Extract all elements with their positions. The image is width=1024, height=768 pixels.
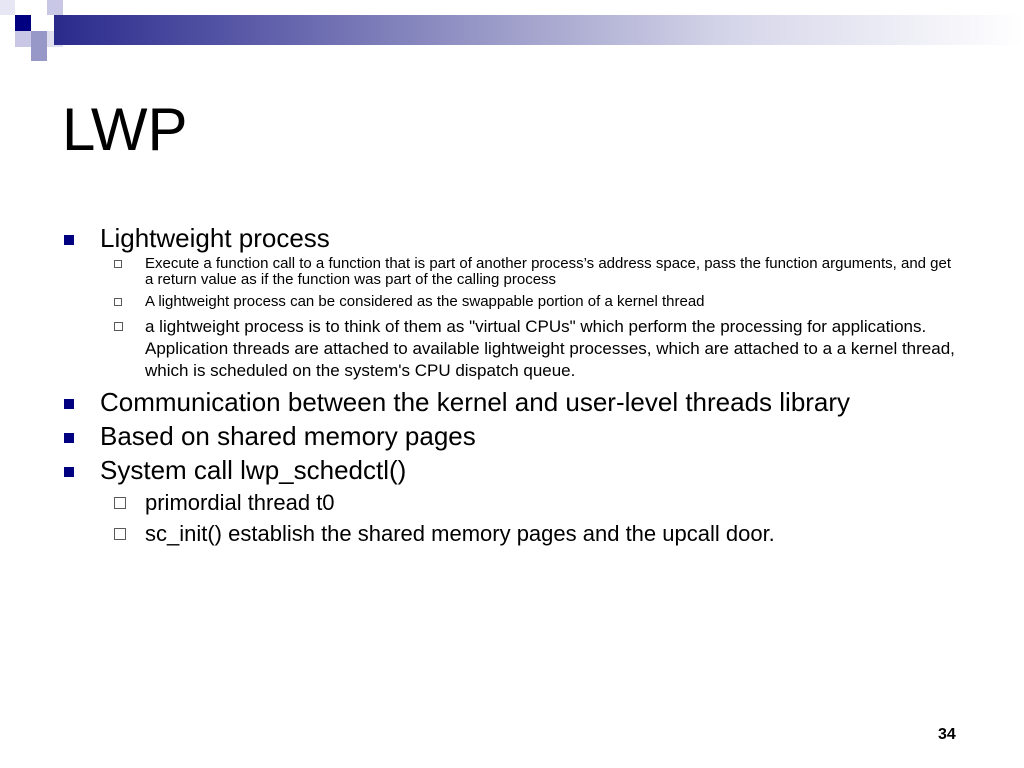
sub-bullet-text: sc_init() establish the shared memory pages and the upcall door. bbox=[145, 521, 775, 546]
hollow-square-bullet-icon bbox=[114, 260, 122, 268]
square-bullet-icon bbox=[64, 399, 74, 409]
bullet-item bbox=[62, 386, 962, 418]
square-bullet-icon bbox=[64, 433, 74, 443]
hollow-square-bullet-icon bbox=[114, 322, 123, 331]
bullet-group bbox=[62, 222, 962, 382]
sub-bullet-text: Execute a function call to a function that is part of another process’s address space, pass the function arguments, and get a return value as if the function was part of the calling process bbox=[145, 255, 952, 288]
sub-bullet-item bbox=[62, 294, 962, 310]
hollow-square-bullet-icon bbox=[114, 298, 122, 306]
square-bullet-icon bbox=[64, 467, 74, 477]
bullet-text: Lightweight process bbox=[100, 223, 330, 253]
header-decoration-square bbox=[31, 47, 47, 61]
header-decoration-square bbox=[47, 0, 63, 15]
bullet-item bbox=[62, 454, 962, 486]
slide-content bbox=[62, 222, 962, 550]
sub-bullet-text: A lightweight process can be considered as the swappable portion of a kernel thread bbox=[145, 293, 705, 310]
header-decoration-square bbox=[15, 31, 31, 47]
sub-bullet-item bbox=[62, 256, 962, 288]
page-number: 34 bbox=[938, 726, 956, 743]
square-bullet-icon bbox=[64, 235, 74, 245]
bullet-text: Based on shared memory pages bbox=[100, 421, 476, 451]
hollow-square-bullet-icon bbox=[114, 528, 126, 540]
header-decoration-square bbox=[31, 15, 47, 31]
bullet-text: System call lwp_schedctl() bbox=[100, 455, 407, 485]
bullet-item bbox=[62, 420, 962, 452]
sub-bullet-text: primordial thread t0 bbox=[145, 490, 335, 515]
header-decoration-square bbox=[15, 15, 31, 31]
sub-bullet-text: a lightweight process is to think of them as "virtual CPUs" which perform the processing for applications. Application threads are attached to available lightweight processes, which are attached to a a kernel thread, which is scheduled on the system's CPU dispatch queue. bbox=[145, 317, 955, 380]
header-gradient-bar bbox=[54, 15, 1024, 45]
header-decoration-square bbox=[31, 31, 47, 47]
sub-bullet-item bbox=[62, 488, 962, 518]
header-decoration-square bbox=[0, 0, 15, 15]
slide-title: LWP bbox=[62, 96, 188, 163]
sub-bullet-item bbox=[62, 519, 962, 549]
sub-bullet-item bbox=[62, 316, 962, 382]
hollow-square-bullet-icon bbox=[114, 497, 126, 509]
bullet-text: Communication between the kernel and user-level threads library bbox=[100, 387, 851, 417]
bullet-item bbox=[62, 222, 962, 254]
